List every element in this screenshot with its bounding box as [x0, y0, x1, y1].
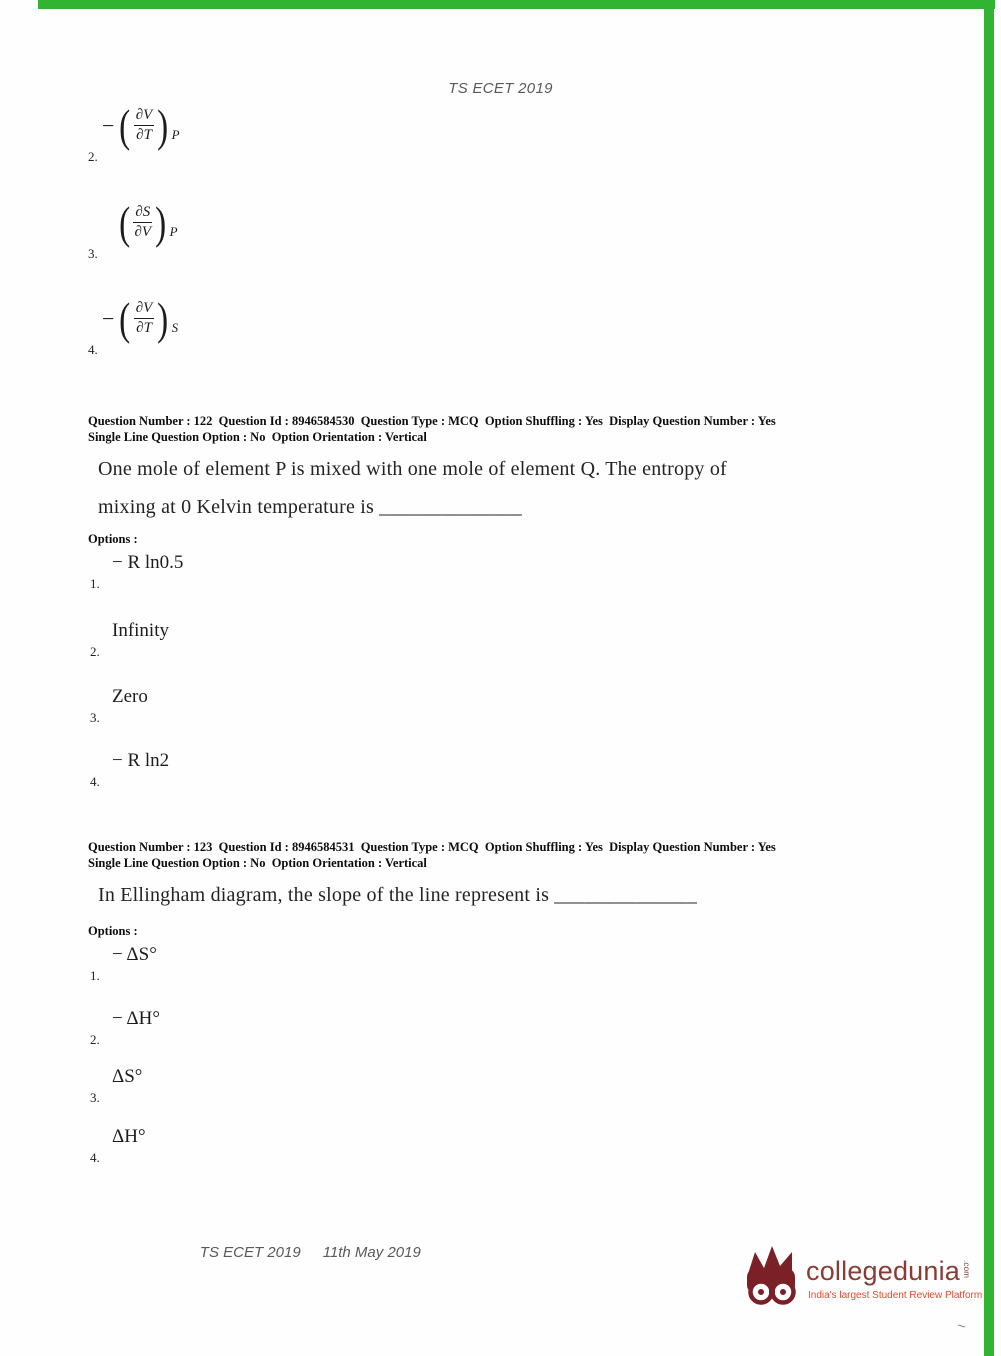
close-paren: )	[155, 197, 167, 248]
open-paren: (	[119, 100, 131, 151]
fraction	[134, 300, 155, 338]
option-number: 4.	[90, 1150, 100, 1165]
option-number: 2.	[88, 149, 98, 165]
subscript: S	[171, 320, 179, 336]
q122-option-2	[90, 620, 169, 660]
question-meta-line1: Question Number : 122 Question Id : 8946584530 Question Type : MCQ Option Shuffling : Yes Display Question Number : Yes	[88, 414, 776, 428]
option-number: 1.	[90, 576, 100, 591]
option-number: 1.	[90, 968, 100, 983]
partial-derivative-formula	[102, 100, 180, 151]
option-number: 3.	[90, 710, 100, 725]
formula-option-4	[88, 293, 179, 358]
q123-option-2	[90, 1008, 160, 1048]
fraction-denominator: ∂V	[134, 224, 152, 241]
fraction-numerator: ∂V	[134, 300, 155, 319]
question-122-text	[98, 450, 727, 526]
option-text: − ΔS°	[112, 944, 157, 965]
fraction-numerator: ∂S	[133, 204, 152, 223]
option-number: 2.	[90, 644, 100, 659]
option-text: − R ln2	[112, 750, 170, 771]
option-text: − ΔH°	[112, 1008, 160, 1029]
option-number: 3.	[88, 246, 98, 262]
fraction	[134, 107, 155, 145]
question-meta-line2: Single Line Question Option : No Option Orientation : Vertical	[88, 855, 427, 870]
option-text: ΔS°	[112, 1066, 143, 1087]
logo-tagline: India's largest Student Review Platform	[808, 1290, 983, 1301]
squiggle-mark: ~	[955, 1317, 968, 1336]
option-number: 4.	[90, 774, 100, 789]
option-text: − R ln0.5	[112, 552, 184, 573]
option-number: 4.	[88, 342, 98, 358]
open-paren: (	[119, 197, 131, 248]
scan-edge-strip-top	[38, 0, 995, 9]
question-meta-line2: Single Line Question Option : No Option Orientation : Vertical	[88, 429, 427, 444]
minus-sign: −	[102, 112, 115, 138]
footer-exam-name: TS ECET 2019	[199, 1244, 301, 1261]
open-paren: (	[119, 293, 131, 344]
question-text-line2: mixing at 0 Kelvin temperature is ______________	[98, 496, 522, 518]
q123-option-1	[90, 944, 157, 984]
formula-option-3	[88, 197, 178, 262]
collegedunia-logo-text-block	[806, 1258, 982, 1301]
footer-exam-date: 11th May 2019	[322, 1244, 421, 1261]
q122-option-1	[90, 552, 183, 592]
collegedunia-wordmark	[806, 1258, 982, 1285]
question-122-meta	[88, 414, 988, 445]
question-123-text	[98, 876, 697, 914]
subscript: P	[169, 224, 178, 240]
question-meta-line1: Question Number : 123 Question Id : 8946584531 Question Type : MCQ Option Shuffling : Yes Display Question Number : Yes	[88, 840, 776, 854]
page-footer	[0, 1244, 621, 1261]
fraction	[133, 204, 152, 242]
scan-edge-strip-right	[984, 0, 994, 1356]
question-123-meta	[88, 840, 988, 871]
q123-option-4	[90, 1126, 146, 1166]
logo-com-suffix: .com	[962, 1260, 972, 1279]
option-text: Infinity	[112, 620, 169, 641]
option-number: 3.	[90, 1090, 100, 1105]
partial-derivative-formula	[102, 293, 179, 344]
close-paren: )	[157, 293, 169, 344]
question-text-line1: One mole of element P is mixed with one mole of element Q. The entropy of	[98, 458, 727, 480]
partial-derivative-formula	[114, 197, 178, 248]
fraction-numerator: ∂V	[134, 107, 155, 126]
formula-option-2	[88, 100, 180, 165]
logo-name-text: collegedunia	[806, 1256, 961, 1286]
collegedunia-mascot-icon	[742, 1244, 800, 1315]
q123-option-3	[90, 1066, 142, 1106]
options-label: Options :	[88, 924, 138, 938]
q122-option-4	[90, 750, 169, 790]
fraction-denominator: ∂T	[136, 127, 152, 144]
minus-sign: −	[102, 305, 115, 331]
close-paren: )	[157, 100, 169, 151]
fraction-denominator: ∂T	[136, 320, 152, 337]
option-text: Zero	[112, 686, 148, 707]
option-number: 2.	[90, 1032, 100, 1047]
collegedunia-logo	[742, 1244, 982, 1315]
page-header-title: TS ECET 2019	[448, 80, 553, 97]
options-label: Options :	[88, 532, 138, 546]
q122-option-3	[90, 686, 148, 726]
question-text-line1: In Ellingham diagram, the slope of the line represent is ______________	[98, 884, 698, 906]
subscript: P	[171, 127, 180, 143]
option-text: ΔH°	[112, 1126, 146, 1147]
